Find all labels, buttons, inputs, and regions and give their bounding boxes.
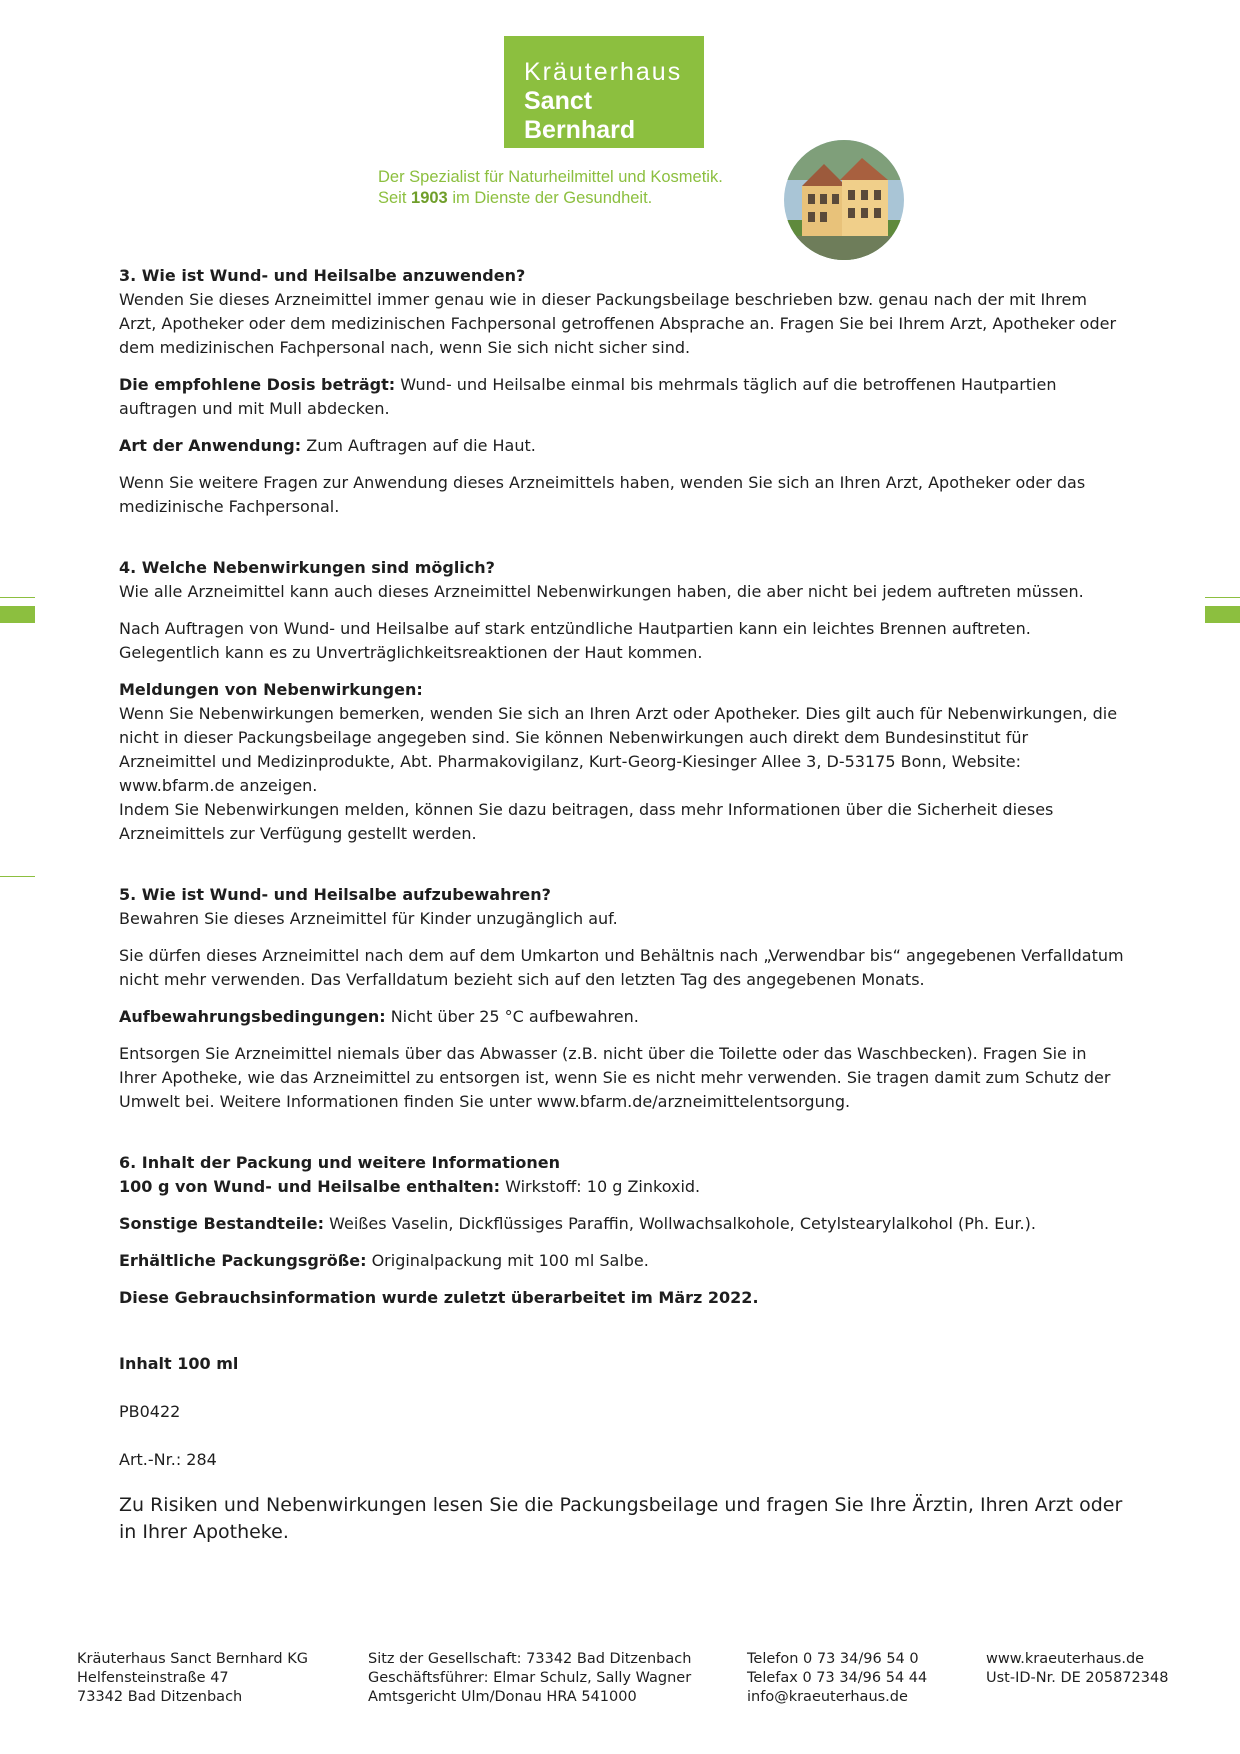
brand-logo <box>504 36 704 148</box>
tagline-suffix: im Dienste der Gesundheit. <box>447 189 653 207</box>
building-photo <box>784 140 904 260</box>
tagline-line1: Der Spezialist für Naturheilmittel und Kosmetik. <box>378 168 723 186</box>
section-3-use <box>119 434 1129 458</box>
footer-email[interactable]: info@kraeuterhaus.de <box>747 1689 908 1705</box>
content-text: Wirkstoff: 10 g Zinkoxid. <box>500 1177 701 1196</box>
section-3-questions: Wenn Sie weitere Fragen zur Anwendung dieses Arzneimittels haben, wenden Sie sich an Ihren Arzt, Apotheker oder das medizinische Fachpersonal. <box>119 473 1086 516</box>
content-label: 100 g von Wund- und Heilsalbe enthalten: <box>119 1177 501 1196</box>
spacer <box>119 1310 1129 1352</box>
margin-mark-left-bar <box>0 606 35 623</box>
risk-notice: Zu Risiken und Nebenwirkungen lesen Sie die Packungsbeilage und fragen Sie Ihre Ärztin, Ihren Arzt oder in Ihrer Apotheke. <box>119 1494 1123 1543</box>
footer-street: Helfensteinstraße 47 <box>77 1670 229 1686</box>
section-5-heading: 5. Wie ist Wund- und Heilsalbe aufzubewahren? <box>119 885 551 904</box>
report-text: Wenn Sie Nebenwirkungen bemerken, wenden Sie sich an Ihren Arzt oder Apotheker. Dies gilt auch für Nebenwirkungen, die nicht in dieser Packungsbeilage angegeben sind. Sie können Nebenwirkungen auch direkt dem Bundesinstitut für Arzneimittel und Medizinprodukte, Abt. Pharmakovigilanz, Kurt-Georg-Kiesinger Allee 3, D-53175 Bonn, Website: www.bfarm.de anzeigen. <box>119 704 1118 795</box>
brand-tagline <box>378 167 798 209</box>
brand-name-line2: Sanct Bernhard <box>524 87 636 144</box>
section-5-expiry: Sie dürfen dieses Arzneimittel nach dem auf dem Umkarton und Behältnis nach „Verwendbar bis“ angegebenen Verfalldatum nicht mehr verwenden. Das Verfalldatum bezieht sich auf den letzten Tag des angegebenen Monats. <box>119 946 1124 989</box>
pack-text: Originalpackung mit 100 ml Salbe. <box>366 1251 649 1270</box>
footer-vat-id: Ust-ID-Nr. DE 205872348 <box>986 1670 1169 1686</box>
footer-court: Amtsgericht Ulm/Donau HRA 541000 <box>368 1689 637 1705</box>
spacer <box>119 859 1129 883</box>
spacer <box>119 532 1129 556</box>
brand-name-line1: Kräuterhaus <box>524 58 683 86</box>
margin-mark-right <box>1205 597 1240 598</box>
storage-text: Nicht über 25 °C aufbewahren. <box>385 1007 639 1026</box>
footer-city: 73342 Bad Ditzenbach <box>77 1689 243 1705</box>
tagline-year: 1903 <box>411 189 448 207</box>
report-heading: Meldungen von Nebenwirkungen: <box>119 680 423 699</box>
other-text: Weißes Vaselin, Dickflüssiges Paraffin, Wollwachsalkohole, Cetylstearylalkohol (Ph. Eur.). <box>324 1214 1036 1233</box>
footer-fax: Telefax 0 73 34/96 54 44 <box>747 1670 928 1686</box>
dose-label: Die empfohlene Dosis beträgt: <box>119 375 396 394</box>
tagline-prefix: Seit <box>378 189 412 207</box>
section-3-intro: Wenden Sie dieses Arzneimittel immer genau wie in dieser Packungsbeilage beschrieben bzw. genau nach der mit Ihrem Arzt, Apotheker oder dem medizinischen Fachpersonal getroffenen Absprache an. Fragen Sie bei Ihrem Arzt, Apotheker oder dem medizinischen Fachpersonal nach, wenn Sie sich nicht sicher sind. <box>119 290 1117 357</box>
section-5-storage <box>119 1005 1129 1029</box>
section-3-heading: 3. Wie ist Wund- und Heilsalbe anzuwenden? <box>119 266 526 285</box>
use-text: Zum Auftragen auf die Haut. <box>301 436 536 455</box>
section-4-intro: Wie alle Arzneimittel kann auch dieses Arzneimittel Nebenwirkungen haben, die aber nicht bei jedem auftreten müssen. <box>119 582 1084 601</box>
storage-label: Aufbewahrungsbedingungen: <box>119 1007 386 1026</box>
section-6-heading: 6. Inhalt der Packung und weitere Informationen <box>119 1153 560 1172</box>
dose-text: Wund- und Heilsalbe einmal bis mehrmals täglich auf die betroffenen Hautpartien auftragen und mit Mull abdecken. <box>119 375 1057 418</box>
section-5-disposal: Entsorgen Sie Arzneimittel niemals über das Abwasser (z.B. nicht über die Toilette oder das Waschbecken). Fragen Sie in Ihrer Apotheke, wie das Arzneimittel zu entsorgen ist, wenn Sie es nicht mehr verwenden. Sie tragen damit zum Schutz der Umwelt bei. Weitere Informationen finden Sie unter www.bfarm.de/arzneimittelentsorgung. <box>119 1044 1111 1111</box>
footer-legal <box>368 1650 691 1707</box>
article-number: Art.-Nr.: 284 <box>119 1450 217 1469</box>
footer-contact <box>747 1650 927 1707</box>
footer-address <box>77 1650 308 1707</box>
footer-seat: Sitz der Gesellschaft: 73342 Bad Ditzenbach <box>368 1651 692 1667</box>
margin-mark-left <box>0 597 35 598</box>
use-label: Art der Anwendung: <box>119 436 302 455</box>
footer-management: Geschäftsführer: Elmar Schulz, Sally Wagner <box>368 1670 692 1686</box>
report-text-2: Indem Sie Nebenwirkungen melden, können Sie dazu beitragen, dass mehr Informationen über die Sicherheit dieses Arzneimittels zur Verfügung gestellt werden. <box>119 800 1054 843</box>
section-4-effects: Nach Auftragen von Wund- und Heilsalbe auf stark entzündliche Hautpartien kann ein leichtes Brennen auftreten. Gelegentlich kann es zu Unverträglichkeitsreaktionen der Haut kommen. <box>119 619 1031 662</box>
section-5-intro: Bewahren Sie dieses Arzneimittel für Kinder unzugänglich auf. <box>119 909 618 928</box>
margin-mark-right-bar <box>1205 606 1240 623</box>
footer-website[interactable]: www.kraeuterhaus.de <box>986 1651 1145 1667</box>
pack-label: Erhältliche Packungsgröße: <box>119 1251 367 1270</box>
section-6-other <box>119 1212 1129 1236</box>
revision-note: Diese Gebrauchsinformation wurde zuletzt überarbeitet im März 2022. <box>119 1288 759 1307</box>
section-6-content <box>119 1175 1129 1199</box>
leaflet-content <box>119 264 1129 1559</box>
section-3-dose <box>119 373 1129 421</box>
section-4-heading: 4. Welche Nebenwirkungen sind möglich? <box>119 558 495 577</box>
footer-web <box>986 1650 1168 1688</box>
tagline-line2 <box>378 188 798 209</box>
footer-company: Kräuterhaus Sanct Bernhard KG <box>77 1651 308 1667</box>
section-6-pack <box>119 1249 1129 1273</box>
product-code: PB0422 <box>119 1402 181 1421</box>
footer-phone: Telefon 0 73 34/96 54 0 <box>747 1651 919 1667</box>
other-label: Sonstige Bestandteile: <box>119 1214 325 1233</box>
spacer <box>119 1127 1129 1151</box>
content-amount: Inhalt 100 ml <box>119 1354 239 1373</box>
margin-mark-left-fold <box>0 876 35 877</box>
